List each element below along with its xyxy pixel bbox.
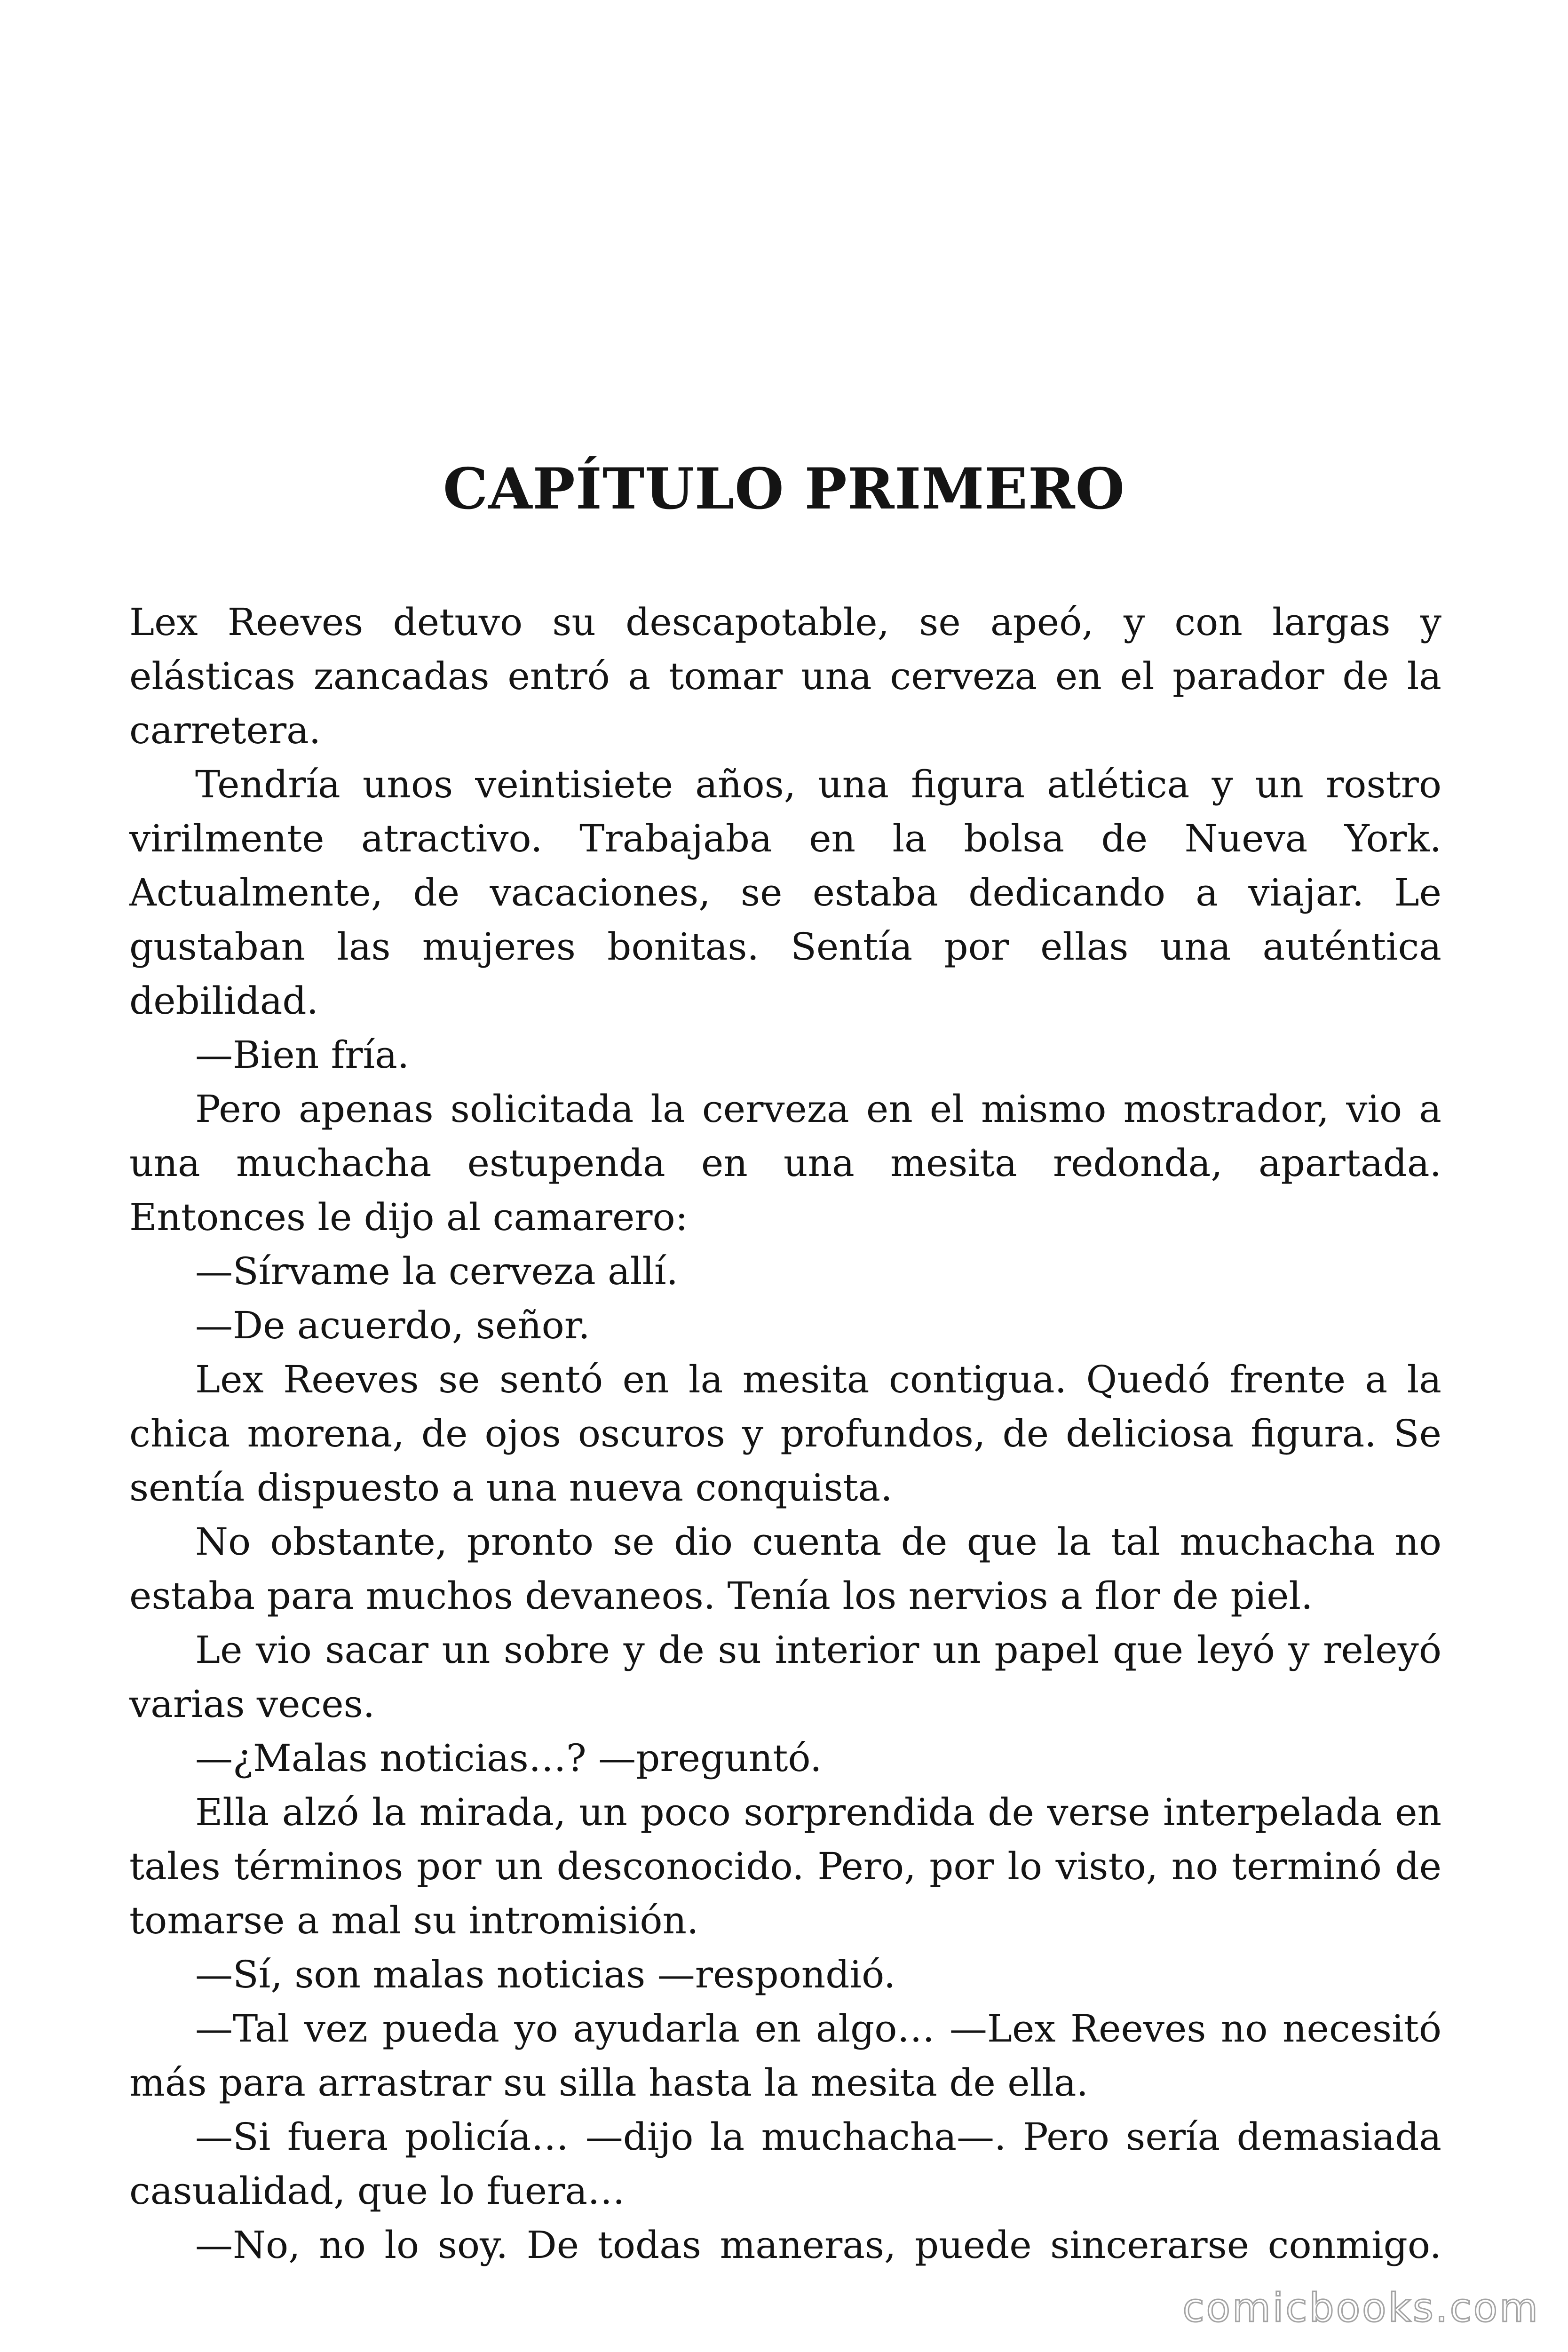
paragraph-15: —No, no lo soy. De todas maneras, puede sincerarse conmigo.	[195, 2223, 1441, 2267]
paragraph-2: Tendría unos veintisiete años, una figura atlética y un rostro virilmente atractivo. Trabajaba en la bolsa de Nueva York. Actualmente, de vacaciones, se estaba dedicando a viajar. Le gustaban las mujeres bonitas. Sentía por ellas una auténtica debilidad.	[129, 763, 1441, 1023]
paragraph-7: Lex Reeves se sentó en la mesita contigua. Quedó frente a la chica morena, de ojos oscuros y profundos, de deliciosa figura. Se sentía dispuesto a una nueva conquista.	[129, 1358, 1441, 1510]
paragraph-6: —De acuerdo, señor.	[195, 1303, 590, 1347]
paragraph-13: —Tal vez pueda yo ayudarla en algo… —Lex Reeves no necesitó más para arrastrar su silla hasta la mesita de ella.	[129, 2007, 1441, 2105]
paragraph-4: Pero apenas solicitada la cerveza en el mismo mostrador, vio a una muchacha estupenda en una mesita redonda, apartada. Entonces le dijo al camarero:	[129, 1087, 1441, 1239]
paragraph-5: —Sírvame la cerveza allí.	[195, 1249, 678, 1293]
paragraph-10: —¿Malas noticias…? —preguntó.	[195, 1736, 822, 1780]
paragraph-12: —Sí, son malas noticias —respondió.	[195, 1953, 896, 1996]
body-text	[129, 595, 1441, 2272]
paragraph-8: No obstante, pronto se dio cuenta de que la tal muchacha no estaba para muchos devaneos. Tenía los nervios a flor de piel.	[129, 1520, 1441, 1618]
watermark: comicbooks.com	[1182, 2285, 1540, 2331]
paragraph-1: Lex Reeves detuvo su descapotable, se apeó, y con largas y elásticas zancadas entró a tomar una cerveza en el parador de la carretera.	[129, 600, 1441, 752]
paragraph-3: —Bien fría.	[195, 1033, 410, 1077]
paragraph-11: Ella alzó la mirada, un poco sorprendida de verse interpelada en tales términos por un desconocido. Pero, por lo visto, no terminó de tomarse a mal su intromisión.	[129, 1790, 1441, 1942]
paragraph-14: —Si fuera policía… —dijo la muchacha—. Pero sería demasiada casualidad, que lo fuera…	[129, 2115, 1441, 2213]
chapter-title: CAPÍTULO PRIMERO	[443, 456, 1125, 522]
paragraph-9: Le vio sacar un sobre y de su interior un papel que leyó y releyó varias veces.	[129, 1628, 1441, 1726]
